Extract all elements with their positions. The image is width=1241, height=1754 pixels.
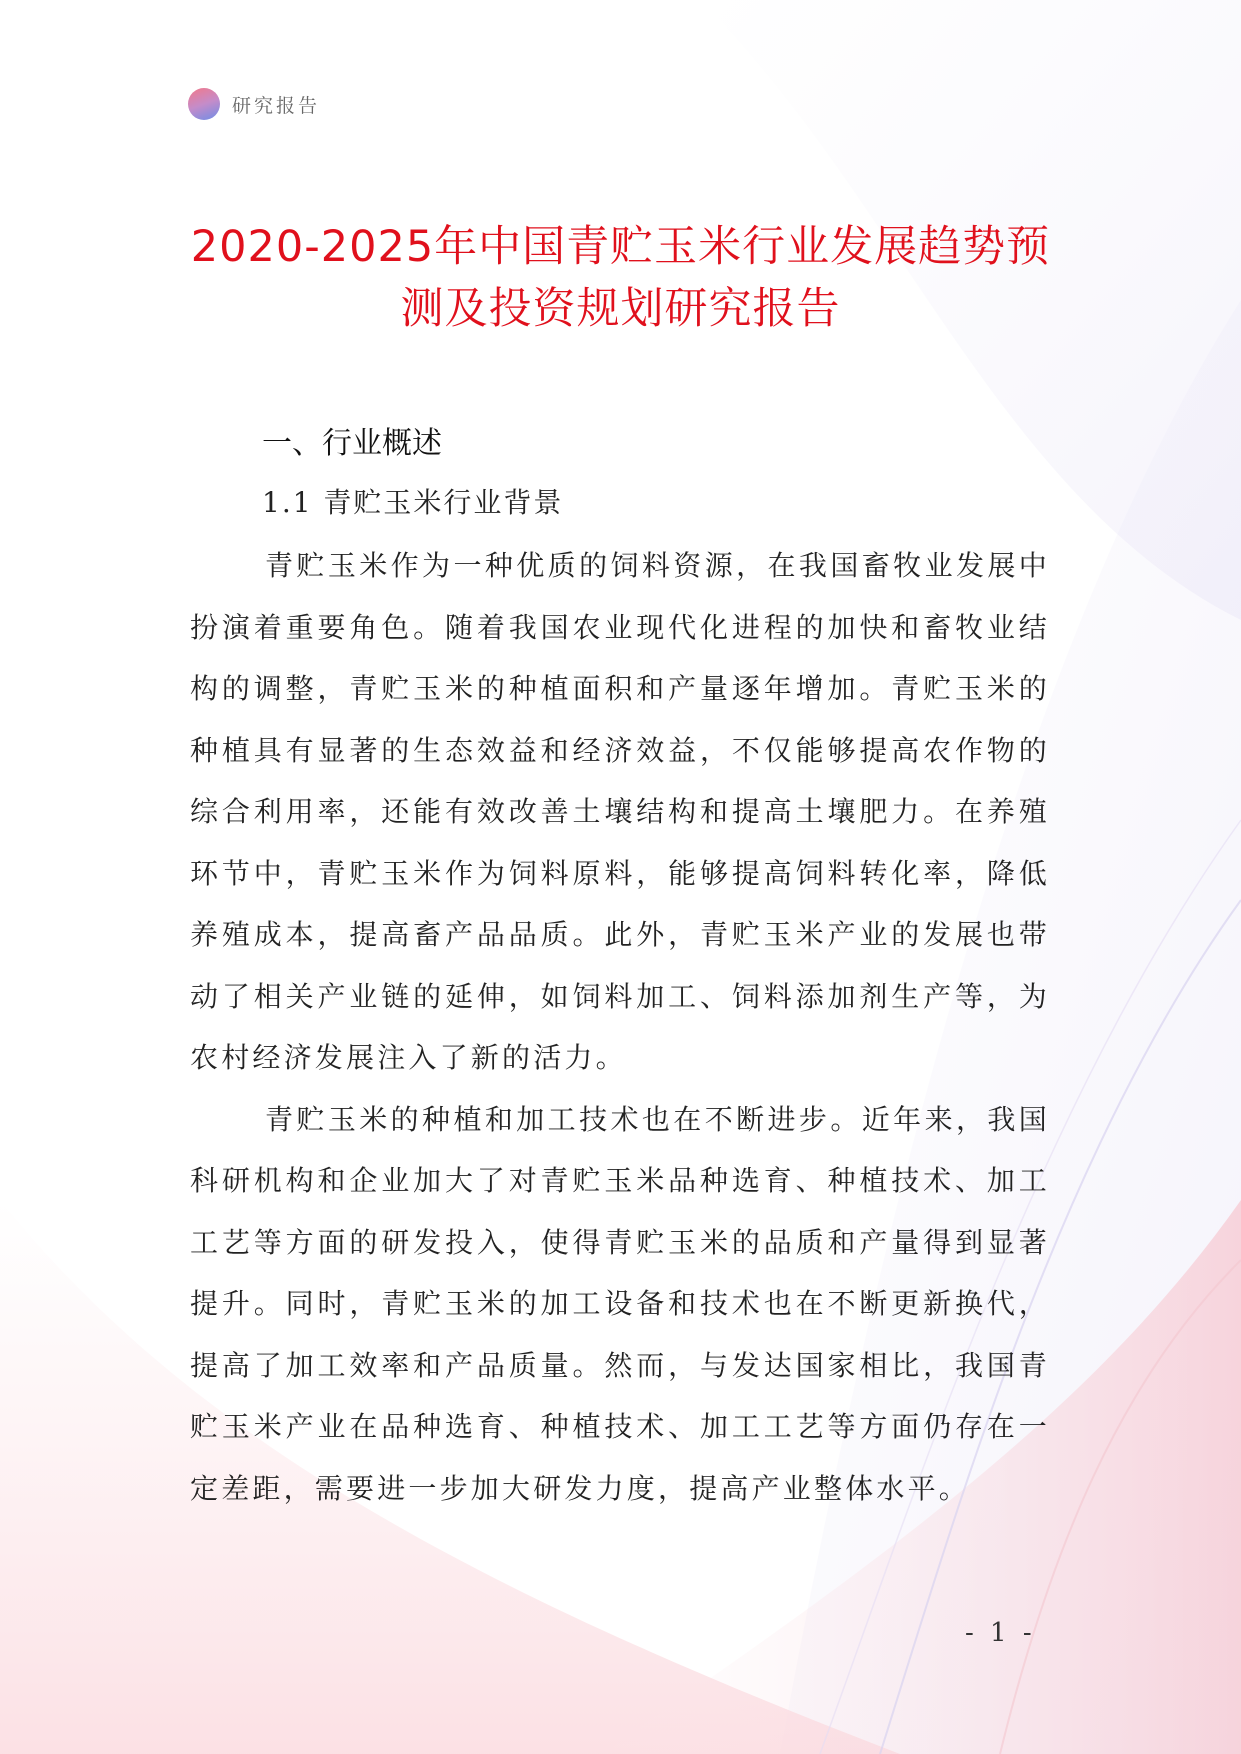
report-header: [188, 88, 320, 120]
paragraph-2: 青贮玉米的种植和加工技术也在不断进步。近年来，我国科研机构和企业加大了对青贮玉米品种选育、种植技术、加工工艺等方面的研发投入，使得青贮玉米的品质和产量得到显著提升。同时，青贮玉米的加工设备和技术也在不断更新换代，提高了加工效率和产品质量。然而，与发达国家相比，我国青贮玉米产业在品种选育、种植技术、加工工艺等方面仍存在一定差距，需要进一步加大研发力度，提高产业整体水平。: [190, 1102, 1050, 1505]
title-line-1: 2020-2025年中国青贮玉米行业发展趋势预: [190, 222, 1051, 272]
sub-heading: 1.1 青贮玉米行业背景: [262, 486, 564, 519]
gradient-circle-logo-icon: [188, 88, 220, 120]
header-label: 研究报告: [232, 94, 321, 117]
paragraph-1: 青贮玉米作为一种优质的饲料资源，在我国畜牧业发展中扮演着重要角色。随着我国农业现代化进程的加快和畜牧业结构的调整，青贮玉米的种植面积和产量逐年增加。青贮玉米的种植具有显著的生态效益和经济效益，不仅能够提高农作物的综合利用率，还能有效改善土壤结构和提高土壤肥力。在养殖环节中，青贮玉米作为饲料原料，能够提高饲料转化率，降低养殖成本，提高畜产品品质。此外，青贮玉米产业的发展也带动了相关产业链的延伸，如饲料加工、饲料添加剂生产等，为农村经济发展注入了新的活力。: [190, 549, 1050, 1074]
page-number: - 1 -: [965, 1618, 1036, 1648]
document-title: [150, 216, 1091, 340]
section-heading: 一、行业概述: [262, 426, 442, 461]
title-line-2: 测及投资规划研究报告: [400, 284, 841, 334]
body-content: [190, 535, 1050, 1519]
